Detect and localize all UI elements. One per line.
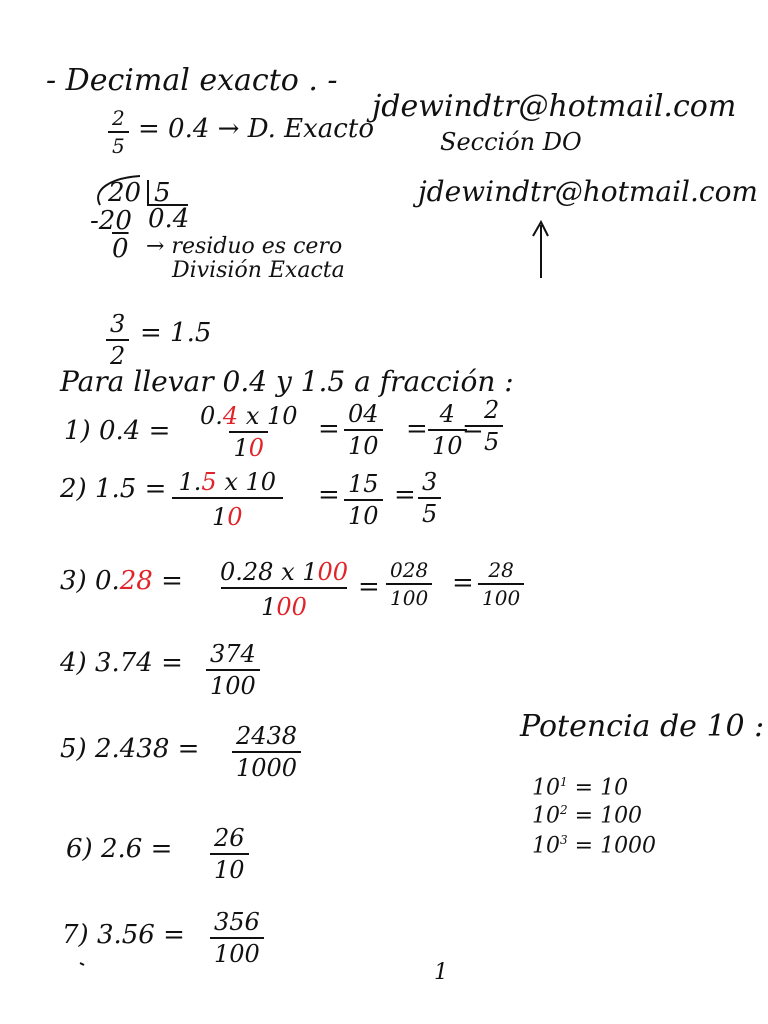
division-divisor: 5 xyxy=(154,178,171,208)
item1-fraction-d: $\frac{2}{5}$ xyxy=(480,398,503,454)
item2-fraction-c: $\frac{3}{5}$ xyxy=(418,470,441,526)
division-exacta-note: División Exacta xyxy=(172,258,345,283)
fraction-2-5: $\frac{2}{5}$ xyxy=(108,108,129,156)
item7-fraction: $\frac{356}{100}$ xyxy=(210,910,264,966)
division-minus: -20 xyxy=(90,206,132,236)
item2-label: 2) 1.5 = xyxy=(60,474,167,504)
division-dividend: 20 xyxy=(108,178,142,208)
potencia-row-3: $10^3 = 1000$ xyxy=(532,833,657,859)
item4-fraction: $\frac{374}{100}$ xyxy=(206,642,260,698)
item3-fraction-c: $\frac{28}{100}$ xyxy=(478,560,524,608)
item3-fraction-b: $\frac{028}{100}$ xyxy=(386,560,432,608)
email-second: jdewindtr@hotmail.com xyxy=(418,175,758,208)
item3-eq2: = xyxy=(358,572,380,602)
heading: - Decimal exacto . - xyxy=(46,63,338,98)
potencia-row-2: $10^2 = 100$ xyxy=(532,803,643,829)
potencia-title: Potencia de 10 : xyxy=(520,709,765,744)
item1-fraction-b: $\frac{04}{10}$ xyxy=(344,402,383,458)
item6-fraction: $\frac{26}{10}$ xyxy=(210,826,249,882)
subtitle: Para llevar 0.4 y 1.5 a fracción : xyxy=(60,365,514,398)
item4-label: 4) 3.74 = xyxy=(60,648,183,678)
item7-label: 7) 3.56 = xyxy=(62,920,185,950)
residue-note: → residuo es cero xyxy=(146,234,343,259)
item1-eq4: = xyxy=(462,414,484,444)
item2-eq3: = xyxy=(394,480,416,510)
item3-label: 3) 0.28 = xyxy=(60,566,183,596)
fraction-3-2: $\frac{3}{2}$ xyxy=(106,312,129,368)
stray-mark xyxy=(80,963,84,965)
seccion-label: Sección DO xyxy=(440,128,582,156)
item6-label: 6) 2.6 = xyxy=(66,834,173,864)
potencia-row-1: $10^1 = 10$ xyxy=(532,775,629,801)
item2-eq2: = xyxy=(318,480,340,510)
division-residue: 0 xyxy=(112,234,129,264)
item1-fraction-a: $\frac{0.4 x 10}{10}$ xyxy=(200,402,298,462)
item5-label: 5) 2.438 = xyxy=(60,734,200,764)
item2-fraction-a: $\frac{1.5 x 10}{10}$ xyxy=(172,470,283,529)
ex1-result: = 0.4 → D. Exacto xyxy=(138,114,374,144)
ex2-result: = 1.5 xyxy=(140,318,212,348)
page-mark: 1 xyxy=(434,960,448,985)
item1-eq2: = xyxy=(318,414,340,444)
email-top: jdewindtr@hotmail.com xyxy=(372,89,737,124)
item2-fraction-b: $\frac{15}{10}$ xyxy=(344,472,383,528)
item1-eq3: = xyxy=(406,414,428,444)
division-quotient: 0.4 xyxy=(148,204,190,234)
item1-fraction-c: $\frac{4}{10}$ xyxy=(428,402,467,458)
item3-fraction-a: $\frac{0.28 x 100}{100}$ xyxy=(220,558,349,621)
item1-label: 1) 0.4 = xyxy=(64,416,171,446)
item5-fraction: $\frac{2438}{1000}$ xyxy=(232,724,301,780)
item3-eq3: = xyxy=(452,568,474,598)
